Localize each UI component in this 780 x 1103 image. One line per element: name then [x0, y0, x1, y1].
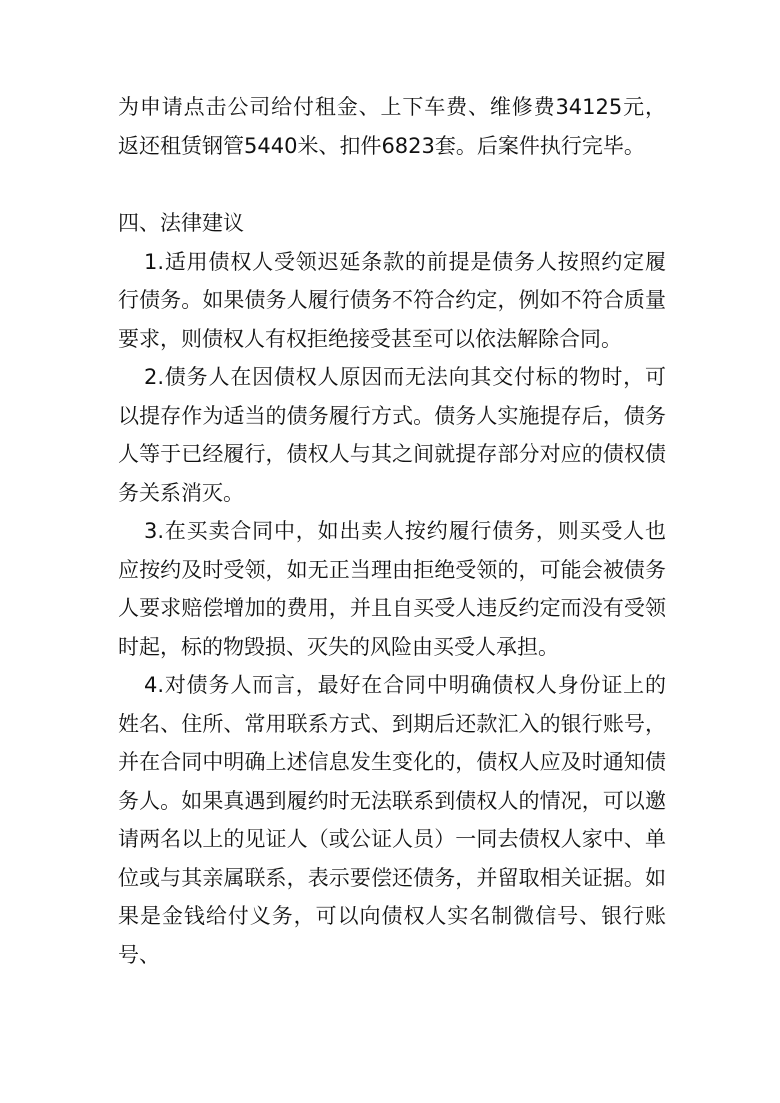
advice-paragraph-1: 1.适用债权人受领迟延条款的前提是债务人按照约定履行债务。如果债务人履行债务不符合约定，例如不符合质量要求，则债权人有权拒绝接受甚至可以依法解除合同。 [118, 249, 666, 351]
continuation-paragraph: 为申请点击公司给付租金、上下车费、维修费34125元，返还租赁钢管5440米、扣件6823套。后案件执行完毕。 [118, 95, 666, 158]
advice-paragraph-2: 2.债务人在因债权人原因而无法向其交付标的物时，可以提存作为适当的债务履行方式。债务人实施提存后，债务人等于已经履行，债权人与其之间就提存部分对应的债权债务关系消灭。 [118, 365, 666, 505]
advice-paragraph-4: 4.对债务人而言，最好在合同中明确债权人身份证上的姓名、住所、常用联系方式、到期后还款汇入的银行账号，并在合同中明确上述信息发生变化的，债权人应及时通知债务人。如果真遇到履约时无法联系到债权人的情况，可以邀请两名以上的见证人（或公证人员）一同去债权人家中、单位或与其亲属联系，表示要偿还债务，并留取相关证据。如果是金钱给付义务，可以向债权人实名制微信号、银行账号、 [118, 673, 666, 967]
section-spacer [118, 165, 666, 204]
section-heading: 四、法律建议 [118, 211, 244, 235]
document-page [118, 88, 666, 974]
advice-paragraph-3: 3.在买卖合同中，如出卖人按约履行债务，则买受人也应按约及时受领，如无正当理由拒绝受领的，可能会被债务人要求赔偿增加的费用，并且自买受人违反约定而没有受领时起，标的物毁损、灭失的风险由买受人承担。 [118, 519, 666, 659]
